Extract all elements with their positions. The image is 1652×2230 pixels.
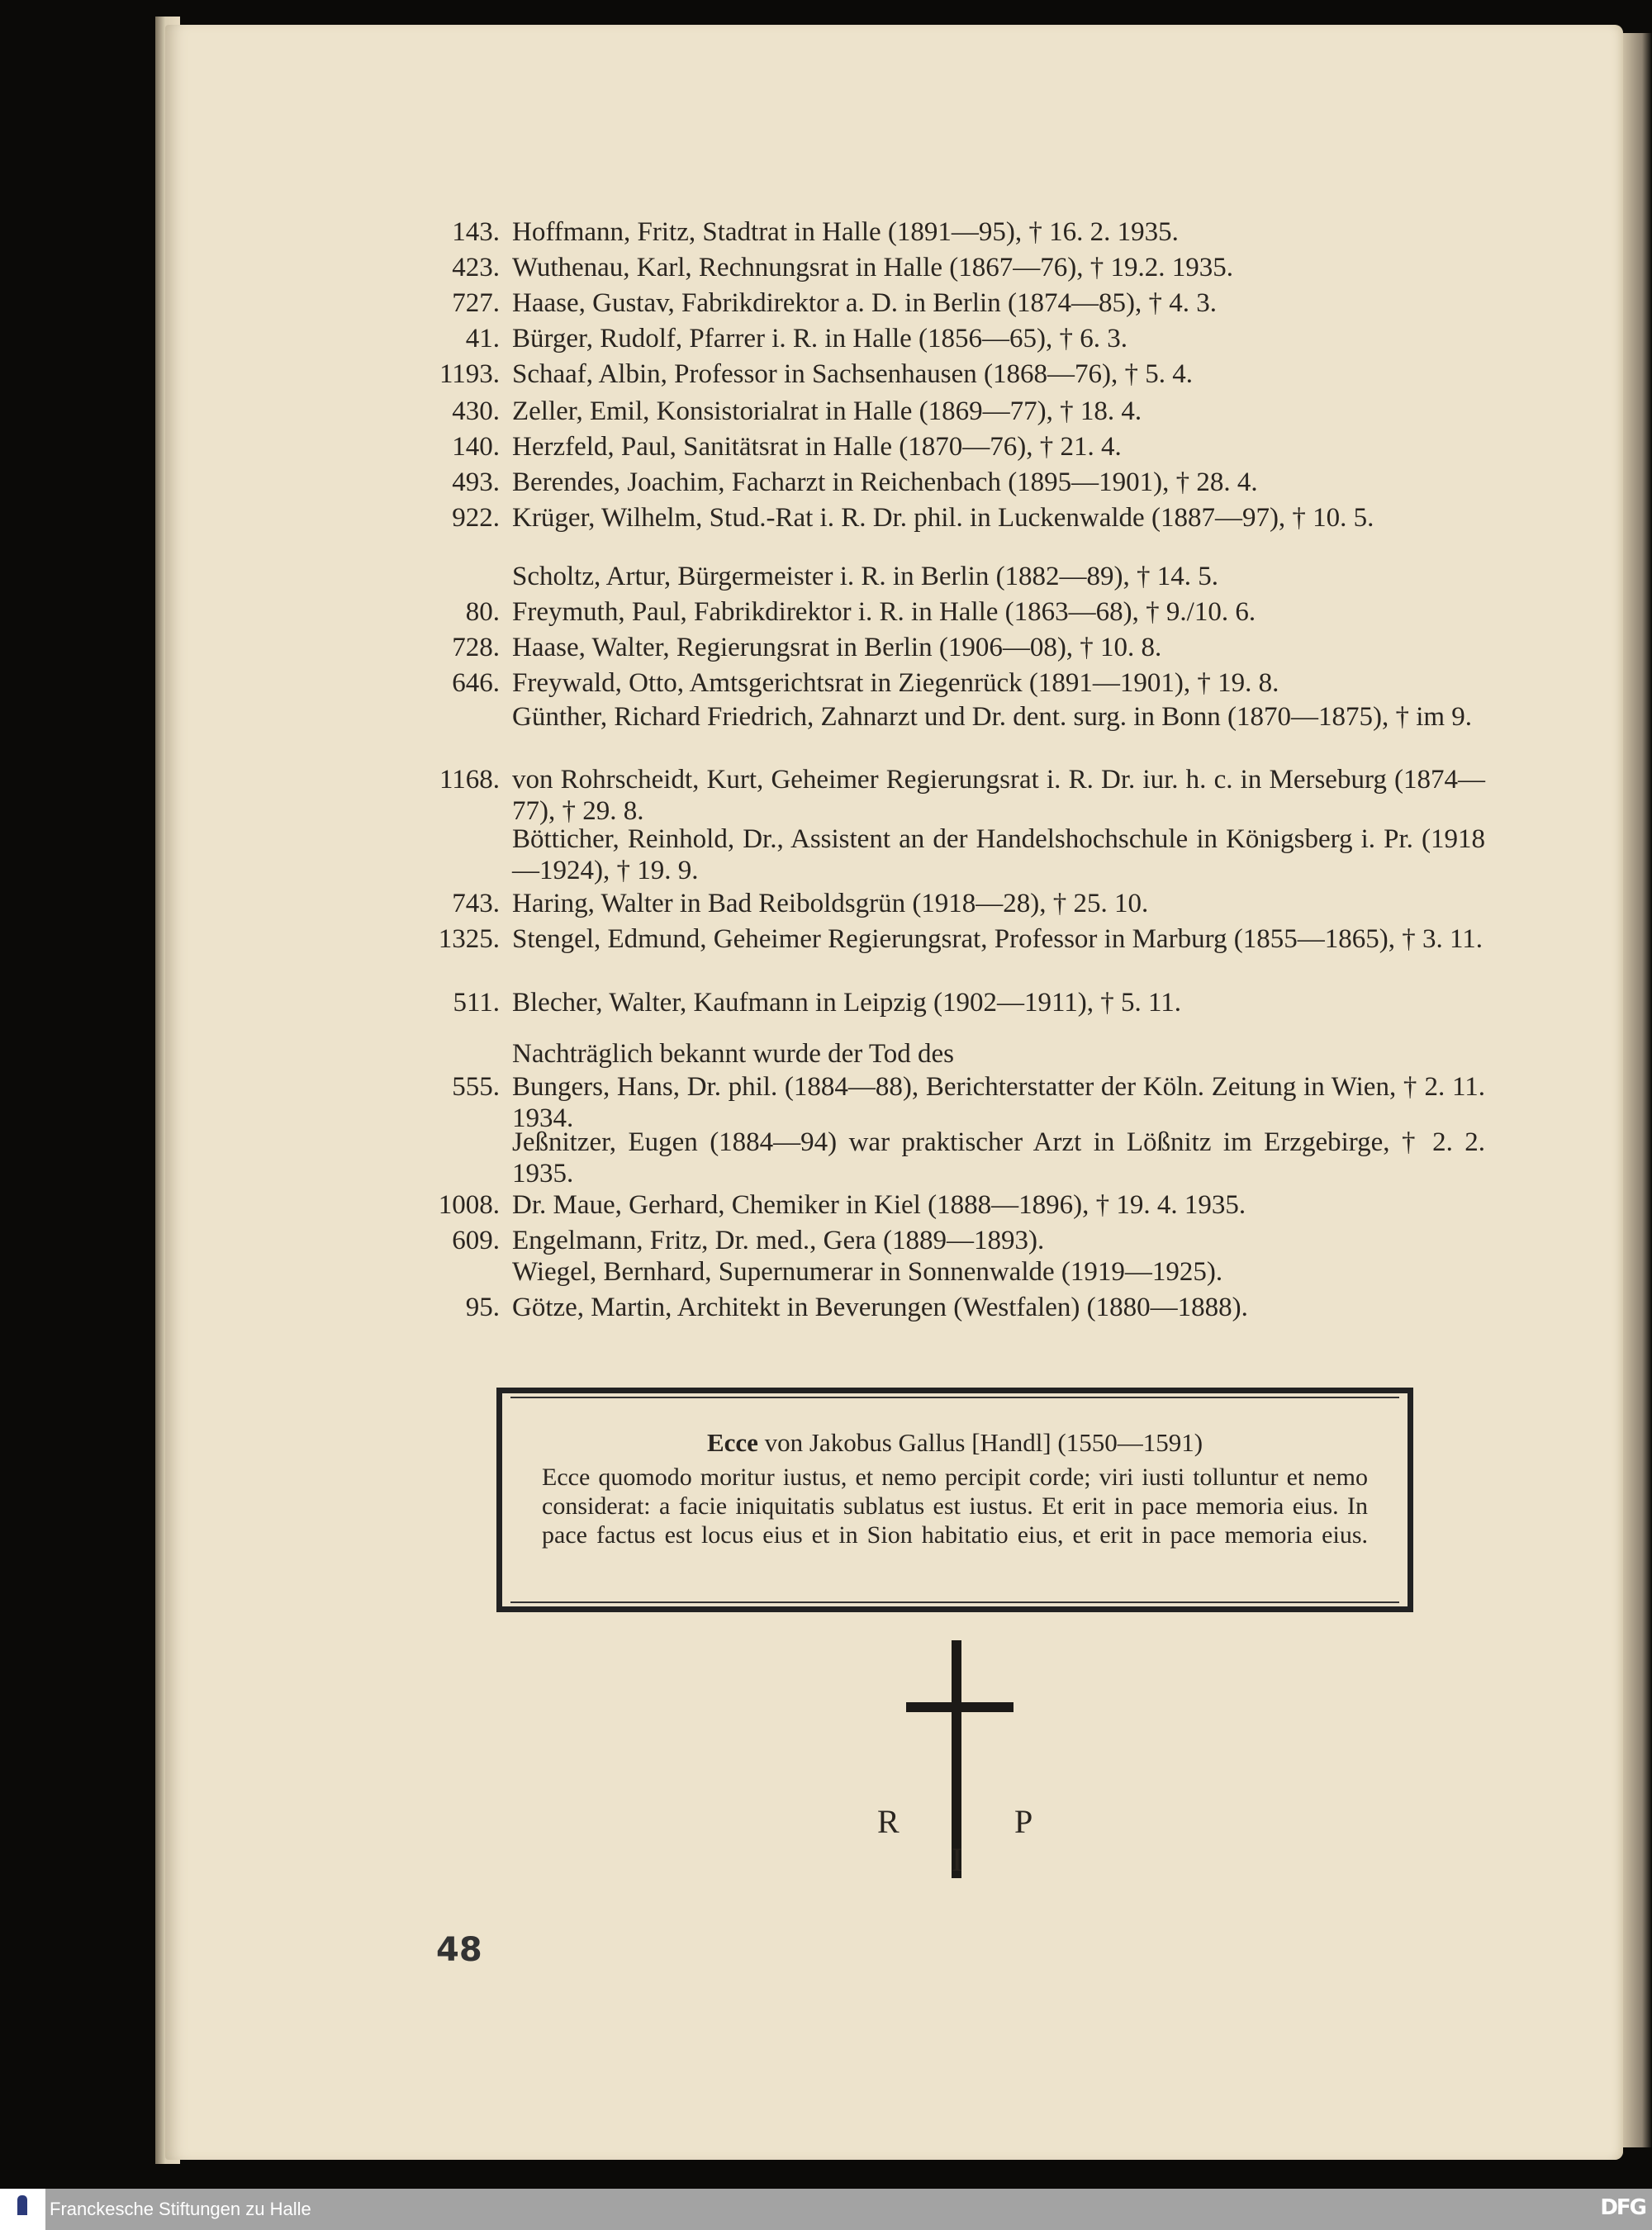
- page-edge: [1619, 33, 1652, 2147]
- entry-text: Herzfeld, Paul, Sanitätsrat in Halle (1870—76), † 21. 4.: [512, 432, 1122, 462]
- rip-r: R: [877, 1803, 900, 1840]
- footer-bar: [0, 2189, 1652, 2230]
- entry-number: 728.: [452, 633, 500, 662]
- entry-number: 493.: [452, 467, 500, 497]
- entry-number: 743.: [452, 889, 500, 918]
- entry-text: Bötticher, Reinhold, Dr., Assistent an der Handelshochschule in Königsberg i. Pr. (1918—1924), † 19. 9.: [512, 824, 1485, 885]
- entry-number: 1325.: [438, 924, 500, 954]
- entry-text: Wuthenau, Karl, Rechnungsrat in Halle (1867—76), † 19.2. 1935.: [512, 253, 1233, 282]
- dfg-logo[interactable]: DFG: [1600, 2195, 1645, 2220]
- ecce-title: [502, 1428, 1408, 1458]
- entry-number: 1193.: [439, 359, 500, 389]
- entry-text: Jeßnitzer, Eugen (1884—94) war praktischer Arzt in Lößnitz im Erzgebirge, † 2. 2. 1935.: [512, 1127, 1485, 1189]
- late-notice-heading: Nachträglich bekannt wurde der Tod des: [512, 1039, 954, 1069]
- entry-text: Freymuth, Paul, Fabrikdirektor i. R. in Halle (1863—68), † 9./10. 6.: [512, 597, 1256, 627]
- entry-number: 80.: [465, 597, 500, 627]
- entry-text: Engelmann, Fritz, Dr. med., Gera (1889—1893).: [512, 1226, 1045, 1255]
- entry-text: Dr. Maue, Gerhard, Chemiker in Kiel (1888—1896), † 19. 4. 1935.: [512, 1190, 1246, 1220]
- entry-number: 423.: [452, 253, 500, 282]
- entry-text: von Rohrscheidt, Kurt, Geheimer Regierungsrat i. R. Dr. iur. h. c. in Merseburg (1874—77), † 29. 8.: [512, 765, 1485, 826]
- page-number: 48: [436, 1931, 482, 1969]
- ecce-text: Ecce quomodo moritur iustus, et nemo percipit corde; viri iusti tolluntur et nemo considerat: a facie iniquitatis sublatus est iustus. Et erit in pace memoria eius. In pace factus est locus eius et in Sion habitatio eius, et erit in pace memoria eius.: [542, 1464, 1368, 1549]
- entry-number: 140.: [452, 432, 500, 462]
- institution-name[interactable]: Franckesche Stiftungen zu Halle: [50, 2199, 311, 2219]
- entry-number: 555.: [452, 1072, 500, 1102]
- institution-logo[interactable]: [0, 2189, 45, 2230]
- entry-number: 430.: [452, 396, 500, 426]
- entry-text: Schaaf, Albin, Professor in Sachsenhausen (1868—76), † 5. 4.: [512, 359, 1193, 389]
- entry-number: 646.: [452, 668, 500, 698]
- ecce-title-rest: von Jakobus Gallus [Handl] (1550—1591): [764, 1428, 1203, 1457]
- rip-i: I: [952, 1841, 963, 1878]
- entry-number: 143.: [452, 217, 500, 247]
- cross-icon-bar: [906, 1702, 1014, 1712]
- entry-number: 41.: [465, 324, 500, 353]
- entry-text: Blecher, Walter, Kaufmann in Leipzig (1902—1911), † 5. 11.: [512, 988, 1182, 1018]
- entry-text: Scholtz, Artur, Bürgermeister i. R. in Berlin (1882—89), † 14. 5.: [512, 562, 1219, 591]
- rip-p: P: [1014, 1803, 1033, 1840]
- entry-text: Günther, Richard Friedrich, Zahnarzt und Dr. dent. surg. in Bonn (1870—1875), † im 9.: [512, 702, 1473, 732]
- entry-text: Stengel, Edmund, Geheimer Regierungsrat, Professor in Marburg (1855—1865), † 3. 11.: [512, 924, 1483, 954]
- entry-text: Haase, Walter, Regierungsrat in Berlin (1906—08), † 10. 8.: [512, 633, 1162, 662]
- entry-number: 727.: [452, 288, 500, 318]
- entry-text: Krüger, Wilhelm, Stud.-Rat i. R. Dr. phil. in Luckenwalde (1887—97), † 10. 5.: [512, 503, 1374, 533]
- entry-text: Bürger, Rudolf, Pfarrer i. R. in Halle (1856—65), † 6. 3.: [512, 324, 1128, 353]
- entry-text: Hoffmann, Fritz, Stadtrat in Halle (1891—95), † 16. 2. 1935.: [512, 217, 1179, 247]
- entry-number: 922.: [452, 503, 500, 533]
- entry-number: 511.: [453, 988, 500, 1018]
- entry-text: Freywald, Otto, Amtsgerichtsrat in Ziegenrück (1891—1901), † 19. 8.: [512, 668, 1279, 698]
- entry-text: Berendes, Joachim, Facharzt in Reichenbach (1895—1901), † 28. 4.: [512, 467, 1258, 497]
- entry-text: Götze, Martin, Architekt in Beverungen (Westfalen) (1880—1888).: [512, 1293, 1248, 1322]
- entry-number: 1008.: [438, 1190, 500, 1220]
- ecce-title-bold: Ecce: [706, 1428, 758, 1457]
- entry-number: 609.: [452, 1226, 500, 1255]
- entry-text: Haase, Gustav, Fabrikdirektor a. D. in Berlin (1874—85), † 4. 3.: [512, 288, 1217, 318]
- entry-text: Haring, Walter in Bad Reiboldsgrün (1918—28), † 25. 10.: [512, 889, 1149, 918]
- entry-text: Wiegel, Bernhard, Supernumerar in Sonnenwalde (1919—1925).: [512, 1257, 1223, 1287]
- entry-number: 1168.: [439, 765, 500, 795]
- entry-text: Bungers, Hans, Dr. phil. (1884—88), Berichterstatter der Köln. Zeitung in Wien, † 2. 11. 1934.: [512, 1072, 1485, 1133]
- entry-number: 95.: [465, 1293, 500, 1322]
- ecce-box: [496, 1388, 1413, 1612]
- entry-text: Zeller, Emil, Konsistorialrat in Halle (1869—77), † 18. 4.: [512, 396, 1142, 426]
- logo-figure-icon: [17, 2195, 27, 2215]
